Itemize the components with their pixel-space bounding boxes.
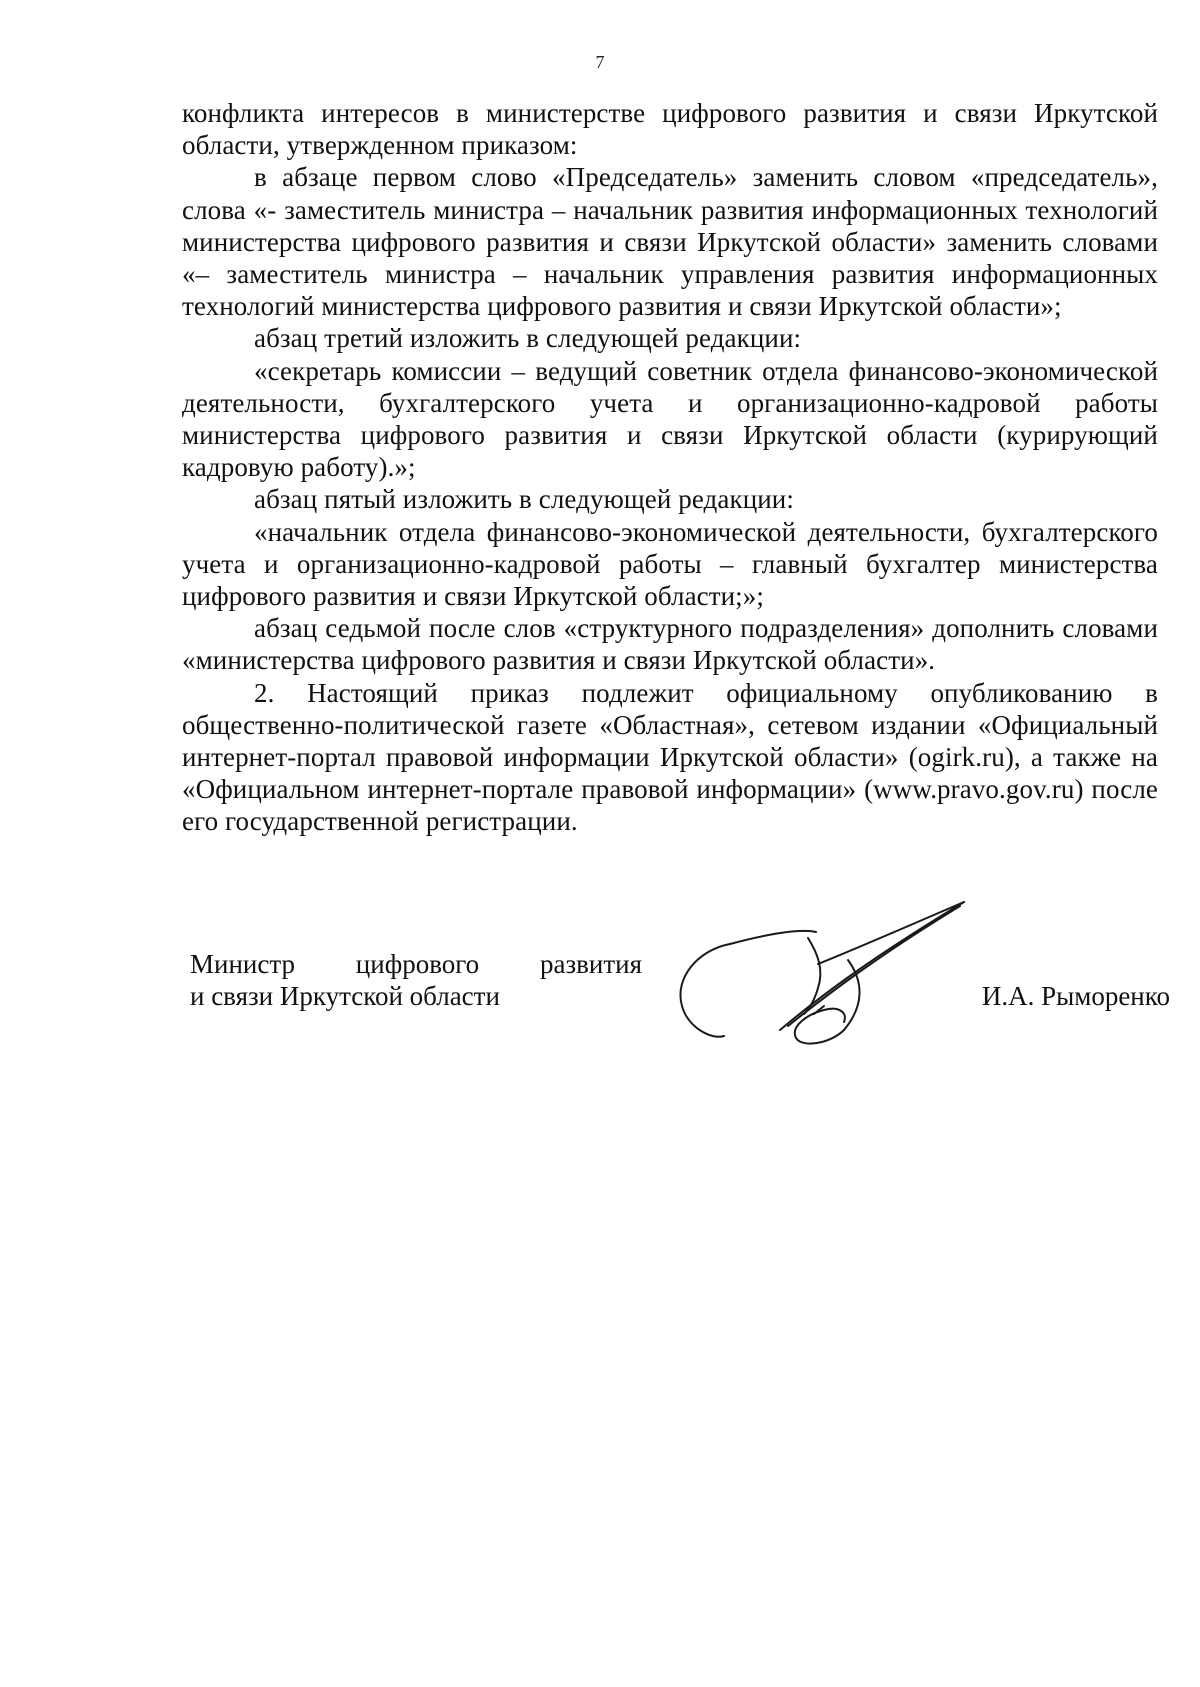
signatory-title-word: цифрового xyxy=(355,949,480,979)
signatory-title-word: Министр xyxy=(190,949,295,979)
signature-stroke xyxy=(680,944,730,1037)
paragraph-fifth-intro: абзац пятый изложить в следующей редакции: xyxy=(254,484,794,515)
paragraph-seventh: абзац седьмой после слов «структурного подразделения» дополнить словами «министерства цифрового развития и связи Иркутской области». xyxy=(182,613,1158,676)
signature-stroke xyxy=(818,902,964,964)
paragraph-third-text: «секретарь комиссии – ведущий советник отдела финансово-экономической деятельности, бухгалтерского учета и организационно-кадровой работы министерства цифрового развития и связи Иркутской области (курирующий кадровую работу).»; xyxy=(182,355,1158,483)
signatory-title-line2: и связи Иркутской области xyxy=(190,981,500,1011)
page-number: 7 xyxy=(595,52,605,72)
paragraph-continuation: конфликта интересов в министерстве цифрового развития и связи Иркутской области, утвержденном приказом: xyxy=(182,98,1158,161)
signatory-name: И.А. Рыморенко xyxy=(981,981,1170,1011)
signatory-title-line1 xyxy=(190,948,642,980)
paragraph-third-intro: абзац третий изложить в следующей редакции: xyxy=(254,323,802,354)
signatory-title xyxy=(190,948,642,1012)
paragraph-fifth-text: «начальник отдела финансово-экономической деятельности, бухгалтерского учета и организационно-кадровой работы – главный бухгалтер министерства цифрового развития и связи Иркутской области;»; xyxy=(182,516,1158,612)
signature-stroke xyxy=(788,906,960,1026)
paragraph-amendment-first: в абзаце первом слово «Председатель» заменить словом «председатель», слова «- заместитель министра – начальник развития информационных технологий министерства цифрового развития и связи Иркутской области» заменить словами «– заместитель министра – начальник управления развития информационных технологий министерства цифрового развития и связи Иркутской области»; xyxy=(182,162,1158,322)
paragraph-publication: 2. Настоящий приказ подлежит официальному опубликованию в общественно-политической газете «Областная», сетевом издании «Официальный интернет-портал правовой информации Иркутской области» (ogirk.ru), а также на «Официальном интернет-портале правовой информации» (www.pravo.gov.ru) после его государственной регистрации. xyxy=(182,677,1158,837)
handwritten-signature xyxy=(668,898,988,1048)
signature-stroke xyxy=(730,931,816,944)
document-body xyxy=(182,97,1158,838)
signatory-title-word: развития xyxy=(539,949,642,979)
